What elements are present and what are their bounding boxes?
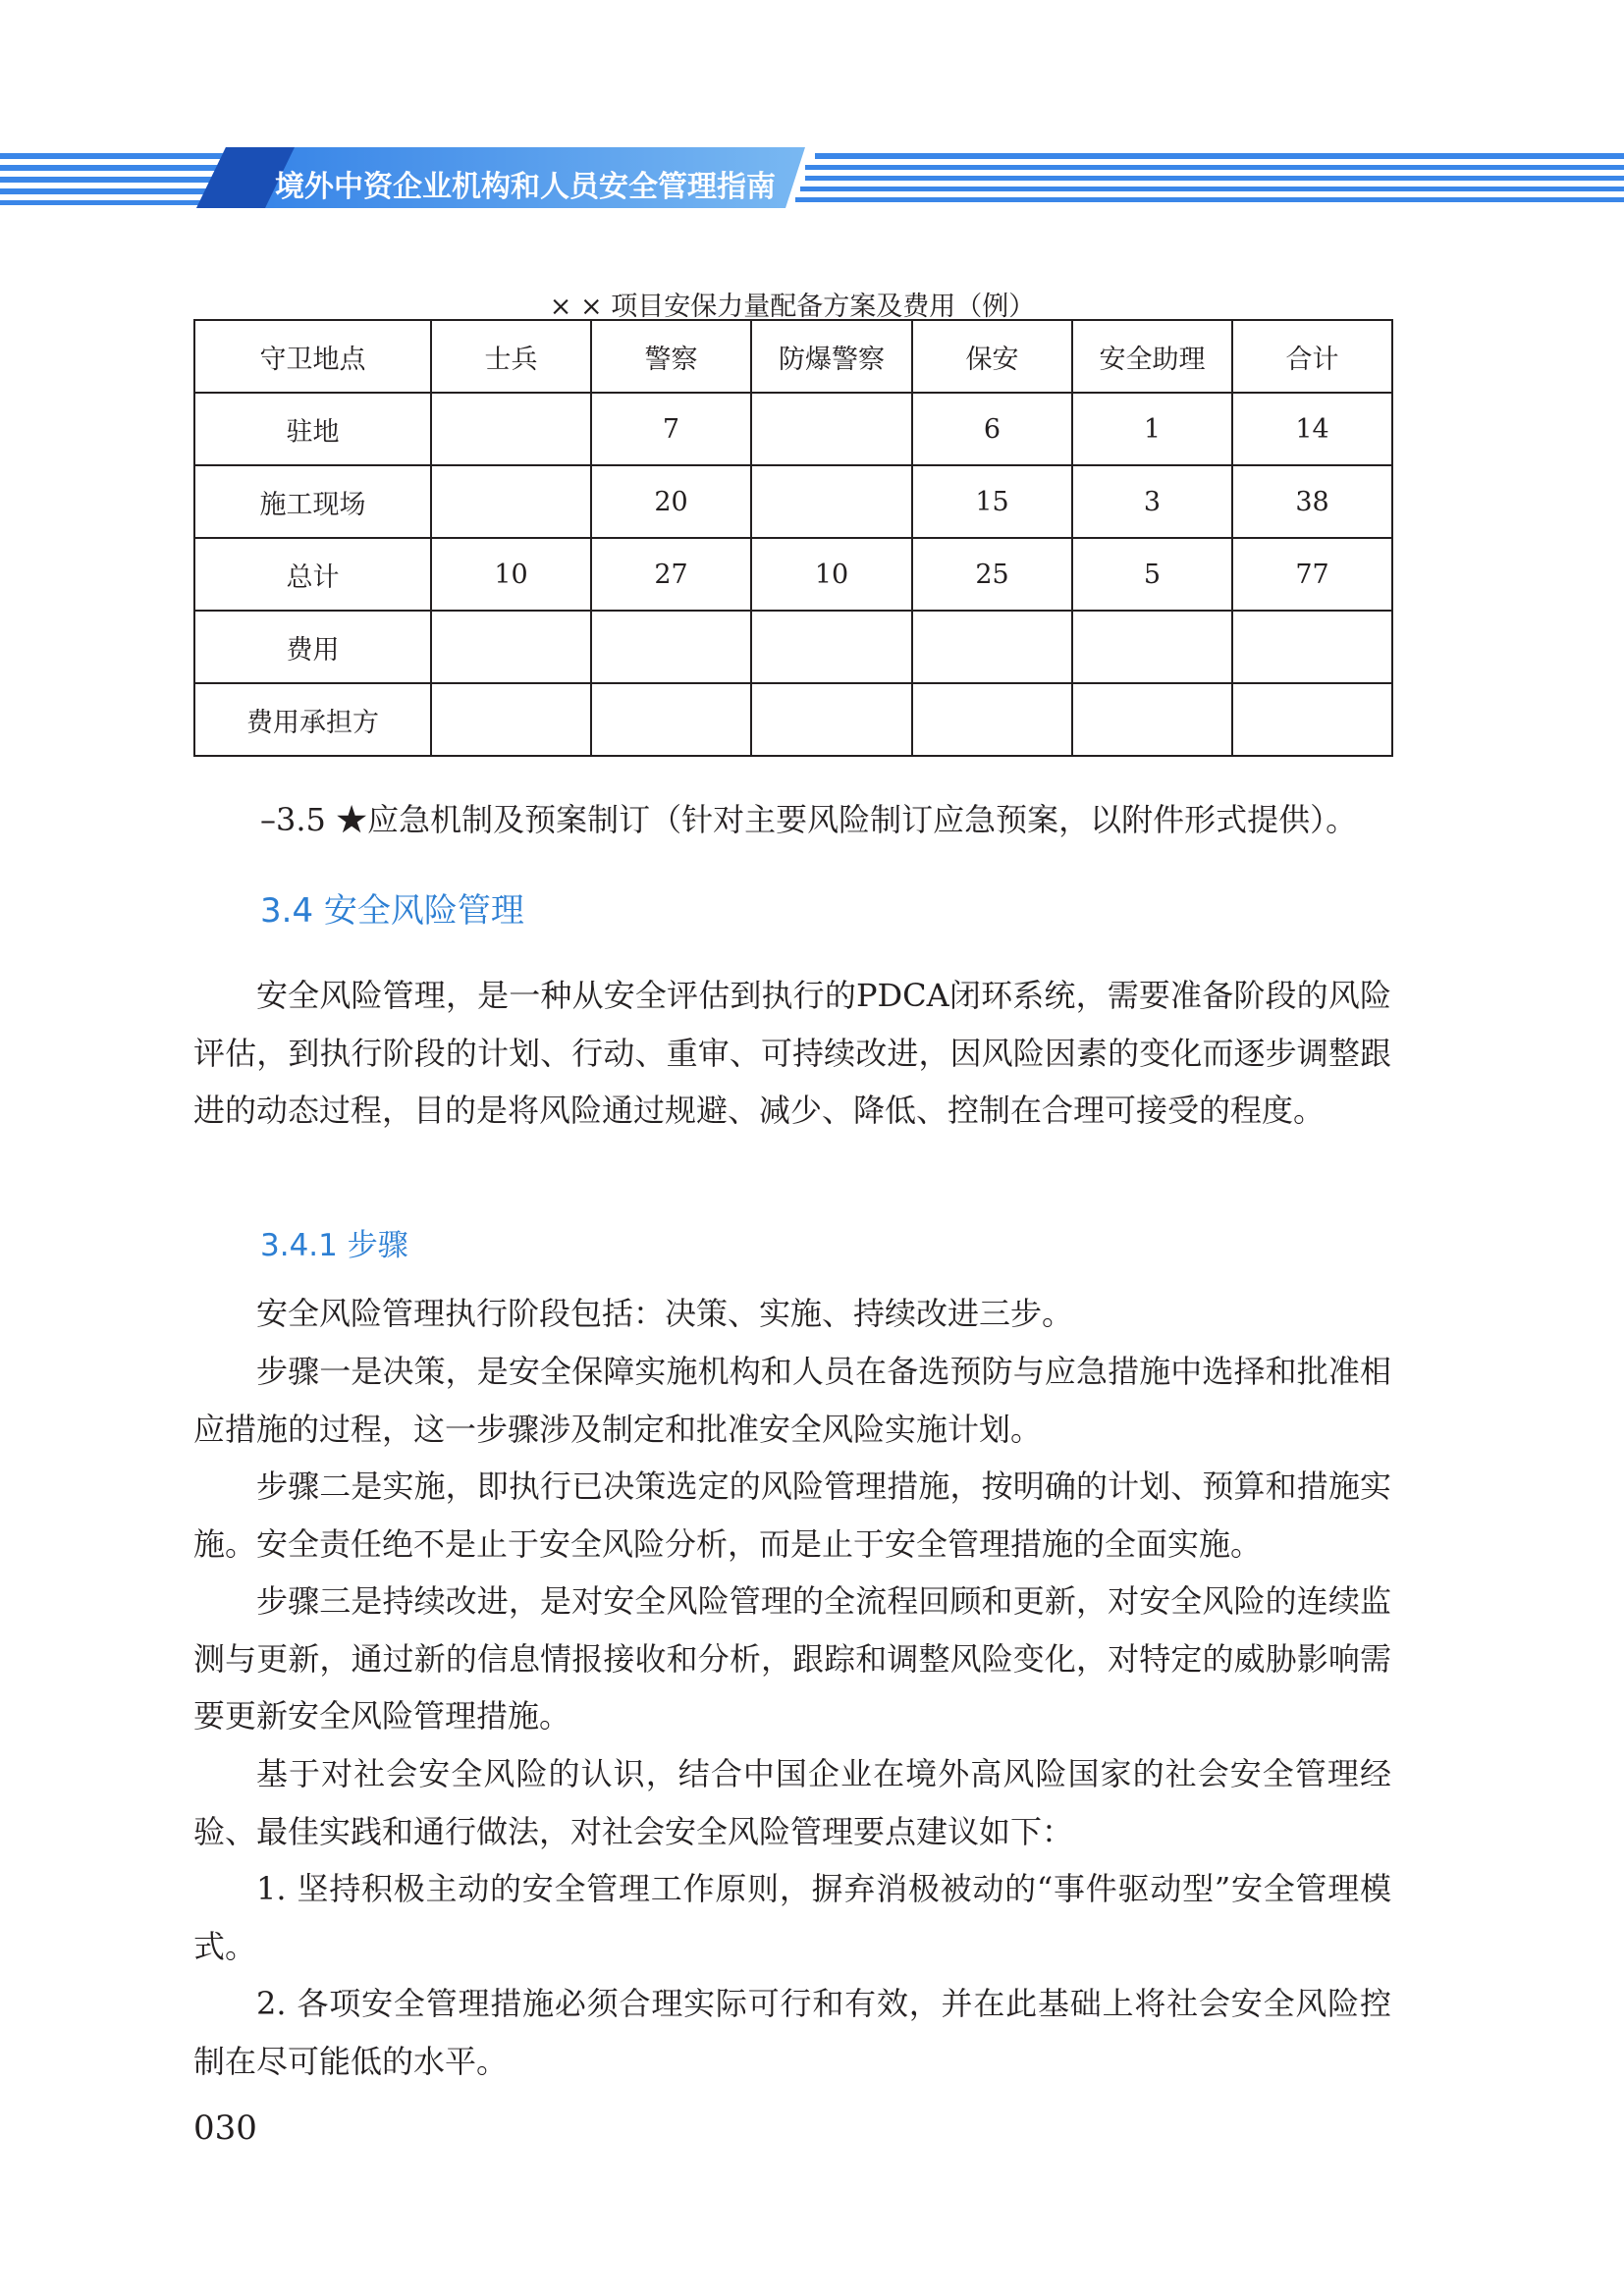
table-cell <box>1232 683 1392 756</box>
table-caption: × × 项目安保力量配备方案及费用（例） <box>549 292 1036 322</box>
col-header: 保安 <box>912 320 1072 393</box>
page-number: 030 <box>193 2109 257 2148</box>
table-cell: 3 <box>1072 465 1232 538</box>
col-header: 防爆警察 <box>751 320 912 393</box>
paragraph: 步骤三是持续改进，是对安全风险管理的全流程回顾和更新，对安全风险的连续监测与更新，通过新的信息情报接收和分析，跟踪和调整风险变化，对特定的威胁影响需要更新安全风险管理措施。 <box>193 1582 1391 1735</box>
section-intro-paragraph: 安全风险管理，是一种从安全评估到执行的PDCA闭环系统，需要准备阶段的风险评估，到执行阶段的计划、行动、重审、可持续改进，因风险因素的变化而逐步调整跟进的动态过程，目的是将风险通过规避、减少、降低、控制在合理可接受的程度。 <box>193 977 1391 1129</box>
banner-graphic <box>0 147 1624 210</box>
col-header: 守卫地点 <box>194 320 431 393</box>
table-row <box>194 611 1392 683</box>
table-cell <box>751 611 912 683</box>
paragraph: 步骤一是决策，是安全保障实施机构和人员在备选预防与应急措施中选择和批准相应措施的过程，这一步骤涉及制定和批准安全风险实施计划。 <box>193 1353 1391 1448</box>
table-row <box>194 683 1392 756</box>
table-cell: 20 <box>591 465 751 538</box>
table-cell: 驻地 <box>194 393 431 465</box>
table-cell <box>1072 611 1232 683</box>
col-header: 士兵 <box>431 320 591 393</box>
table-cell: 15 <box>912 465 1072 538</box>
table-cell: 77 <box>1232 538 1392 611</box>
col-header: 合计 <box>1232 320 1392 393</box>
table-cell: 施工现场 <box>194 465 431 538</box>
table-cell <box>1072 683 1232 756</box>
table-cell <box>431 393 591 465</box>
table-cell <box>431 465 591 538</box>
table-cell <box>751 465 912 538</box>
subsection-heading: 3.4.1 步骤 <box>260 1228 408 1263</box>
paragraph: 步骤二是实施，即执行已决策选定的风险管理措施，按明确的计划、预算和措施实施。安全责任绝不是止于安全风险分析，而是止于安全管理措施的全面实施。 <box>193 1468 1391 1563</box>
section-heading: 3.4 安全风险管理 <box>260 891 524 931</box>
table-cell <box>431 683 591 756</box>
col-header: 安全助理 <box>1072 320 1232 393</box>
table-cell: 总计 <box>194 538 431 611</box>
table-cell: 27 <box>591 538 751 611</box>
table-cell <box>751 393 912 465</box>
paragraph: 2. 各项安全管理措施必须合理实际可行和有效，并在此基础上将社会安全风险控制在尽可能低的水平。 <box>193 1985 1391 2080</box>
table-cell <box>912 611 1072 683</box>
running-header-title: 境外中资企业机构和人员安全管理指南 <box>275 170 776 204</box>
paragraph: 1. 坚持积极主动的安全管理工作原则，摒弃消极被动的“事件驱动型”安全管理模式。 <box>193 1870 1391 1965</box>
table-cell: 费用 <box>194 611 431 683</box>
table-row <box>194 393 1392 465</box>
header-banner <box>0 147 1624 210</box>
table-cell <box>591 683 751 756</box>
item-3-5: –3.5 ★应急机制及预案制订（针对主要风险制订应急预案，以附件形式提供）。 <box>260 801 1358 838</box>
table-cell <box>751 683 912 756</box>
table-cell: 10 <box>751 538 912 611</box>
paragraph: 安全风险管理执行阶段包括：决策、实施、持续改进三步。 <box>256 1295 1074 1332</box>
table-row <box>194 465 1392 538</box>
table-cell: 6 <box>912 393 1072 465</box>
security-staffing-table <box>193 319 1393 757</box>
table-cell <box>1232 611 1392 683</box>
table-header-row <box>194 320 1392 393</box>
table-row <box>194 538 1392 611</box>
table-cell: 5 <box>1072 538 1232 611</box>
table-cell: 1 <box>1072 393 1232 465</box>
table-cell <box>431 611 591 683</box>
table-cell: 费用承担方 <box>194 683 431 756</box>
table-cell: 10 <box>431 538 591 611</box>
table-cell <box>591 611 751 683</box>
table-cell <box>912 683 1072 756</box>
table-cell: 38 <box>1232 465 1392 538</box>
col-header: 警察 <box>591 320 751 393</box>
table-cell: 7 <box>591 393 751 465</box>
paragraph: 基于对社会安全风险的认识，结合中国企业在境外高风险国家的社会安全管理经验、最佳实践和通行做法，对社会安全风险管理要点建议如下： <box>193 1755 1391 1850</box>
table-cell: 14 <box>1232 393 1392 465</box>
table-cell: 25 <box>912 538 1072 611</box>
